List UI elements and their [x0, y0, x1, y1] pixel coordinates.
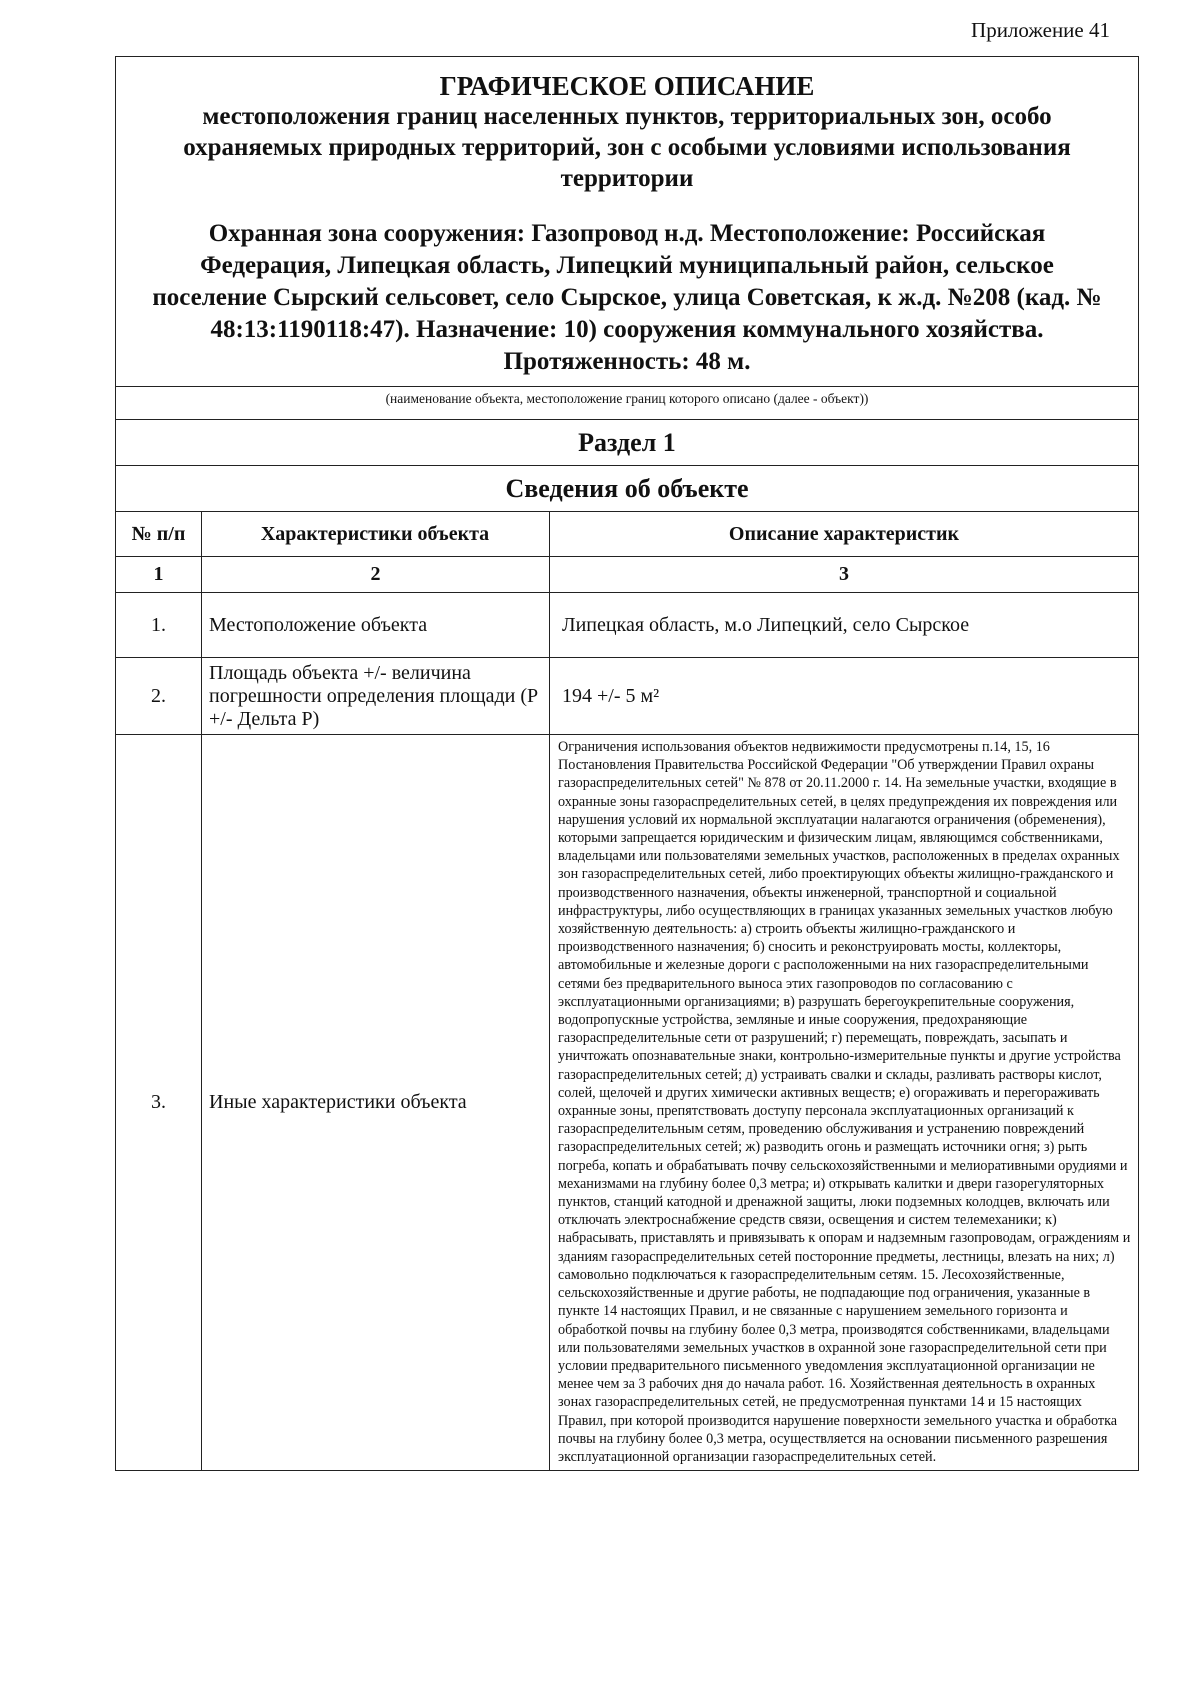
- table-header-row: [116, 512, 1138, 557]
- column-number: 2: [202, 557, 550, 593]
- document-header: [116, 71, 1138, 387]
- object-name: Охранная зона сооружения: Газопровод н.д. Местоположение: Российская Федерация, Липецкая область, Липецкий муниципальный район, сельское поселение Сырский сельсовет, село Сырское, улица Советская, к ж.д. №208 (кад. № 48:13:1190118:47). Назначение: 10) сооружения коммунального хозяйства. Протяженность: 48 м.: [152, 220, 1102, 375]
- document-subtitle: местоположения границ населенных пунктов, территориальных зон, особо охраняемых природных территорий, зон с особыми условиями использования территории: [183, 103, 1071, 192]
- row-characteristic: Иные характеристики объекта: [202, 735, 550, 1471]
- column-header-number: № п/п: [116, 512, 202, 557]
- row-number: 2.: [116, 658, 202, 735]
- document-frame: [115, 56, 1139, 1471]
- row-number: 1.: [116, 593, 202, 658]
- object-info-table: [116, 512, 1138, 1470]
- column-header-description: Описание характеристик: [550, 512, 1139, 557]
- row-characteristic: Площадь объекта +/- величина погрешности определения площади (Р +/- Дельта Р): [202, 658, 550, 735]
- table-row: [116, 658, 1138, 735]
- row-description: Ограничения использования объектов недвижимости предусмотрены п.14, 15, 16 Постановления Правительства Российской Федерации "Об утверждении Правил охраны газораспределительных сетей" № 878 от 20.11.2000 г. 14. На земельные участки, входящие в охранные зоны газораспределительных сетей, в целях предупреждения их повреждения или нарушения условий их нормальной эксплуатации налагаются ограничения (обременения), которыми запрещается юридическим и физическим лицам, являющимся собственниками, владельцами или пользователями земельных участков, расположенных в пределах охранных зон газораспределительных сетей, либо проектирующих объекты жилищно-гражданского и производственного назначения, объекты инженерной, транспортной и социальной инфраструктуры, либо осуществляющих в границах указанных земельных участков любую хозяйственную деятельность: а) строить объекты жилищно-гражданского и производственного назначения; б) сносить и реконструировать мосты, коллекторы, автомобильные и железные дороги с расположенными на них газораспределительными сетями без предварительного выноса этих газопроводов по согласованию с эксплуатационными организациями; в) разрушать берегоукрепительные сооружения, водопропускные устройства, земляные и иные сооружения, предохраняющие газораспределительные сети от разрушений; г) перемещать, повреждать, засыпать и уничтожать опознавательные знаки, контрольно-измерительные пункты и другие устройства газораспределительных сетей; д) устраивать свалки и склады, разливать растворы кислот, солей, щелочей и других химически активных веществ; е) огораживать и перегораживать охранные зоны, препятствовать доступу персонала эксплуатационных организаций к газораспределительным сетям, проведению обслуживания и устранению повреждений газораспределительных сетей; ж) разводить огонь и размещать источники огня; з) рыть погреба, копать и обрабатывать почву сельскохозяйственными и мелиоративными орудиями и механизмами на глубину более 0,3 метра; и) открывать калитки и двери газорегуляторных пунктов, станций катодной и дренажной защиты, люки подземных колодцев, включать или отключать электроснабжение средств связи, освещения и систем телемеханики; к) набрасывать, приставлять и привязывать к опорам и надземным газопроводам, ограждениям и зданиям газораспределительных сетей посторонние предметы, лестницы, влезать на них; л) самовольно подключаться к газораспределительным сетям. 15. Лесохозяйственные, сельскохозяйственные и другие работы, не подпадающие под ограничения, указанные в пункте 14 настоящих Правил, и не связанные с нарушением земельного горизонта и обработкой почвы на глубину более 0,3 метра, производятся собственниками, владельцами или пользователями земельных участков в охранной зоне газораспределительной сети при условии предварительного письменного уведомления эксплуатационной организации не менее чем за 3 рабочих дня до начала работ. 16. Хозяйственная деятельность в охранных зонах газораспределительных сетей, не предусмотренная пунктами 14 и 15 настоящих Правил, при которой производится нарушение поверхности земельного участка и обработка почвы на глубину более 0,3 метра, осуществляется на основании письменного разрешения эксплуатационной организации газораспределительных сетей.: [550, 735, 1139, 1471]
- column-number-row: [116, 557, 1138, 593]
- row-characteristic: Местоположение объекта: [202, 593, 550, 658]
- section-title: Раздел 1: [116, 420, 1138, 466]
- table-row: [116, 735, 1138, 1471]
- column-number: 3: [550, 557, 1139, 593]
- appendix-label: Приложение 41: [971, 18, 1110, 42]
- row-description: 194 +/- 5 м²: [550, 658, 1139, 735]
- column-number: 1: [116, 557, 202, 593]
- row-number: 3.: [116, 735, 202, 1471]
- table-row: [116, 593, 1138, 658]
- document-title: ГРАФИЧЕСКОЕ ОПИСАНИЕ: [439, 71, 815, 101]
- row-description: Липецкая область, м.о Липецкий, село Сырское: [550, 593, 1139, 658]
- object-name-caption: (наименование объекта, местоположение границ которого описано (далее - объект)): [116, 387, 1138, 420]
- section-subtitle: Сведения об объекте: [116, 466, 1138, 512]
- column-header-characteristic: Характеристики объекта: [202, 512, 550, 557]
